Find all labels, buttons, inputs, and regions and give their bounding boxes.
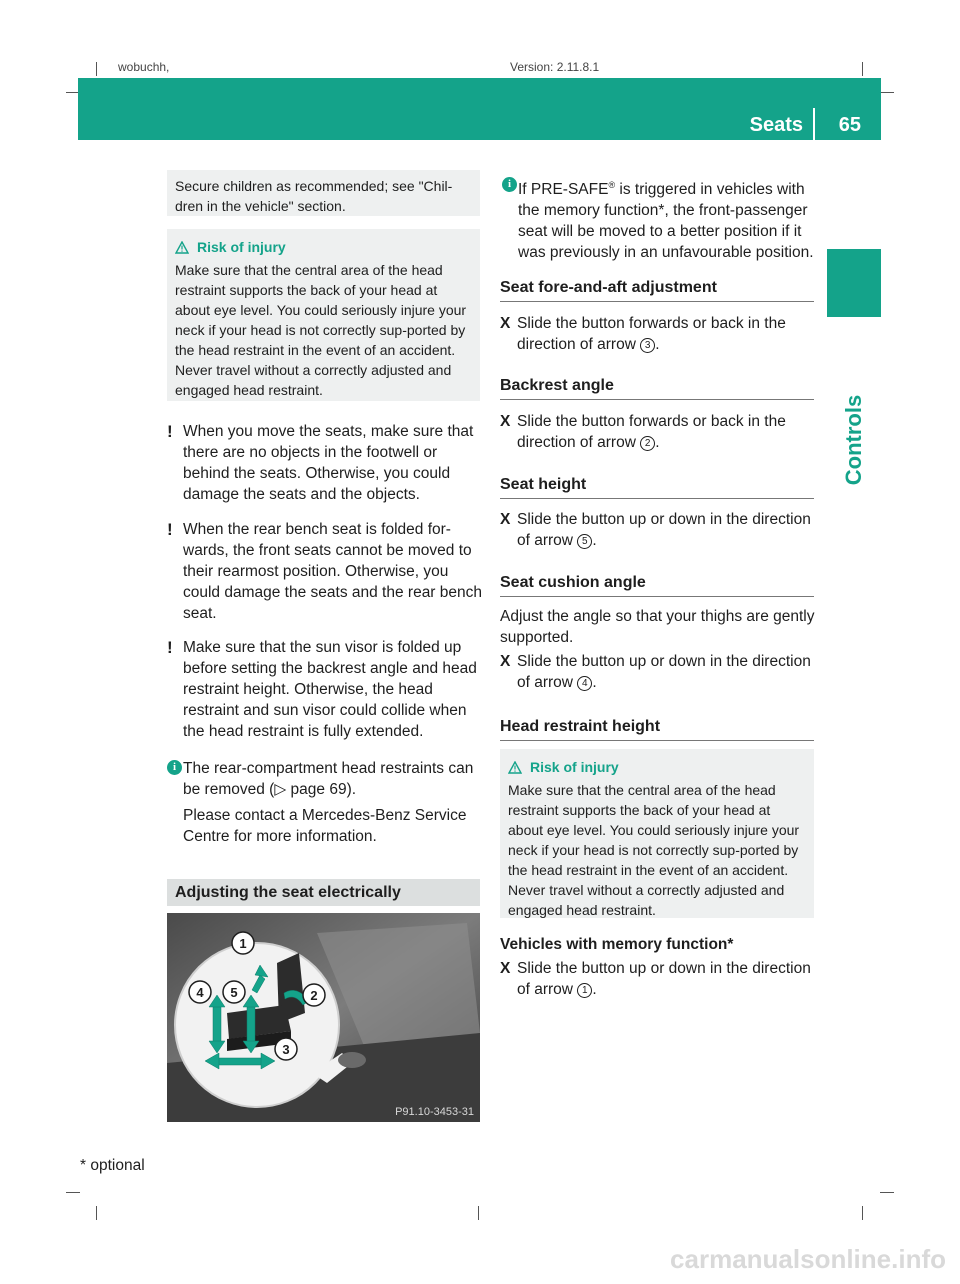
warning-heading [175,237,472,258]
exclamation-icon: ! [167,638,173,657]
presafe-text-part: is triggered in vehicles with the memory function*, the front-passenger seat will be moved to a better position if it was previously in an unfavourable position. [518,181,814,262]
exclamation-icon: ! [167,520,173,539]
bullet-mark: X [500,653,511,670]
caution-note [167,421,482,505]
footnote: * optional [80,1157,145,1174]
warning-triangle-icon [175,241,189,254]
print-meta-right: Version: 2.11.8.1 [510,60,600,74]
period: . [655,434,660,451]
crop-mark [96,62,97,76]
warning-title: Risk of injury [197,239,286,255]
callout-5: 5 [230,985,238,1000]
chapter-tab [827,249,881,317]
heading-rule [500,498,814,499]
page-ref-arrow-icon: ▷ [274,781,287,798]
page-reference-link[interactable]: page 69). [286,781,357,798]
warning-box [500,749,814,918]
info-note-presafe [502,175,816,263]
presafe-text-part: If PRE-SAFE [518,181,609,199]
cushion-paragraph: Adjust the angle so that your thighs are gently supported. [500,608,815,646]
caution-note [167,519,482,624]
info-note [167,758,482,847]
warning-box [167,229,480,401]
callout-2: 2 [310,988,318,1003]
warning-heading [508,757,806,778]
section-heading: Adjusting the seat electrically [167,879,480,906]
instruction-text: Slide the button forwards or back in the direction of arrow [517,315,786,353]
warning-triangle-icon [508,761,522,774]
instruction-text: Slide the button forwards or back in the direction of arrow [517,413,786,451]
bullet-mark: X [500,511,511,528]
figure-label: P91.10-3453-31 [395,1106,474,1118]
instruction-backrest [500,411,814,453]
caution-note [167,637,482,742]
warning-text: Make sure that the central area of the head restraint supports the back of your head at about eye level. You could seriously injure your neck if your head is not correctly sup-ported by the head restraint in the event of an accident. Never travel without a correctly adjusted and engaged head restraint. [175,262,467,398]
bullet-mark: X [500,315,511,332]
child-safety-box [167,170,480,216]
info-text [167,758,482,800]
instruction-fore-aft [500,313,814,355]
exclamation-icon: ! [167,422,173,441]
page-header [78,78,881,140]
instruction-text: Slide the button up or down in the direction of arrow [517,960,811,998]
header-title: Seats [749,114,803,136]
heading-backrest: Backrest angle [500,377,614,394]
watermark: carmanualsonline.info [670,1244,946,1274]
caution-text: When the rear bench seat is folded for-wards, the front seats cannot be moved to their rearmost position. Otherwise, you could damage the seats and the rear bench seat. [183,521,483,622]
caution-text: Make sure that the sun visor is folded up before setting the backrest angle and head restraint height. Otherwise, the head restraint and sun visor could collide when the head restraint is fully extended. [183,639,477,740]
callout-1: 1 [239,936,247,951]
info-icon: i [167,760,182,775]
callout-4: 4 [196,985,204,1000]
presafe-text [502,175,816,263]
arrow-number-icon: 4 [577,676,592,691]
page-number: 65 [838,114,861,136]
crop-mark [862,62,863,76]
crop-mark [862,1206,863,1220]
registered-mark: ® [608,180,616,190]
chapter-label: Controls [841,394,866,486]
info-text-contact: Please contact a Mercedes-Benz Service Centre for more information. [183,807,467,845]
period: . [592,674,597,691]
heading-rule [500,301,814,302]
crop-mark [880,1192,894,1193]
print-meta-left: wobuchh, [118,60,170,74]
heading-fore-aft: Seat fore-and-aft adjustment [500,279,717,296]
arrow-number-icon: 3 [640,338,655,353]
arrow-number-icon: 2 [640,436,655,451]
info-icon: i [502,177,517,192]
seat-controls-figure [167,913,480,1122]
warning-text: Make sure that the central area of the head restraint supports the back of your head at about eye level. You could seriously injure your neck if your head is not correctly sup-ported by the head restraint in the event of an accident. Never travel without a correctly adjusted and engaged head restraint. [508,782,800,918]
heading-cushion-angle: Seat cushion angle [500,574,646,591]
crop-mark [96,1206,97,1220]
seat-illustration [167,913,480,1122]
memory-heading: Vehicles with memory function* [500,936,734,953]
heading-rule [500,596,814,597]
crop-mark [478,1206,479,1220]
caution-text: When you move the seats, make sure that there are no objects in the footwell or behind the seats. Otherwise, you could damage the seats and the objects. [183,423,474,503]
instruction-seat-height [500,509,814,551]
instruction-text: Slide the button up or down in the direction of arrow [517,653,811,691]
instruction-memory [500,958,814,1000]
period: . [592,981,597,998]
crop-mark [880,92,894,93]
header-separator [813,108,815,140]
callout-3: 3 [282,1042,290,1057]
bullet-mark: X [500,960,511,977]
arrow-number-icon: 1 [577,983,592,998]
instruction-text: Slide the button up or down in the direction of arrow [517,511,811,549]
period: . [655,336,660,353]
warning-title: Risk of injury [530,759,619,775]
child-safety-text: Secure children as recommended; see "Chil-dren in the vehicle" section. [175,178,453,214]
period: . [592,532,597,549]
info-text-part: The rear-compartment head restraints can be removed ( [183,760,474,798]
crop-mark [66,1192,80,1193]
heading-head-restraint: Head restraint height [500,718,661,735]
bullet-mark: X [500,413,511,430]
instruction-cushion-angle [500,651,814,693]
heading-rule [500,740,814,741]
heading-seat-height: Seat height [500,476,587,493]
arrow-number-icon: 5 [577,534,592,549]
heading-rule [500,399,814,400]
